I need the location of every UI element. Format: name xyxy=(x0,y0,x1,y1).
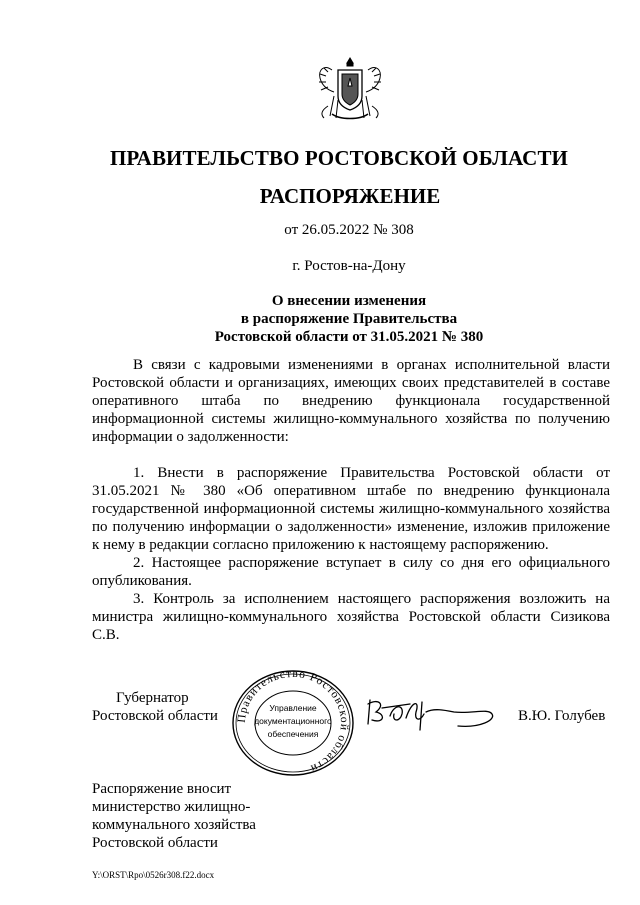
signatory-post-line-2: Ростовской области xyxy=(92,708,218,724)
preamble-paragraph: В связи с кадровыми изменениями в органах исполнительной власти Ростовской области и организациях, имеющих своих представителей в составе оперативного штаба по внедрению функционала государственной информационной системы жилищно-коммунального хозяйства по получению информации о задолженности: xyxy=(92,357,610,445)
subject-line-1: О внесении изменения xyxy=(271,293,427,309)
coat-of-arms-icon xyxy=(314,56,386,122)
document-subject xyxy=(0,292,640,346)
stamp-ring-text: Правительство Ростовской области xyxy=(235,668,351,775)
introducer-block xyxy=(92,780,256,852)
signatory-post-line-1: Губернатор xyxy=(116,690,189,706)
stamp-center-line-2: документационного xyxy=(254,716,332,726)
document-city: г. Ростов-на-Дону xyxy=(292,258,406,274)
signatory-name: В.Ю. Голубев xyxy=(518,708,606,724)
file-path: Y:\ORST\Rpo\0526r308.f22.docx xyxy=(92,870,215,880)
introducer-line-3: коммунального хозяйства xyxy=(92,817,256,833)
introducer-line-1: Распоряжение вносит xyxy=(92,781,232,797)
stamp-center-line-1: Управление xyxy=(269,703,317,713)
document-date-number: от 26.05.2022 № 308 xyxy=(284,222,414,238)
subject-line-3: Ростовской области от 31.05.2021 № 380 xyxy=(214,329,484,345)
government-title: ПРАВИТЕЛЬСТВО РОСТОВСКОЙ ОБЛАСТИ xyxy=(110,146,568,170)
resolution-items xyxy=(92,464,610,644)
stamp-center-line-3: обеспечения xyxy=(267,729,319,739)
document-type: РАСПОРЯЖЕНИЕ xyxy=(259,184,441,208)
item-1: 1. Внести в распоряжение Правительства Ростовской области от 31.05.2021 № 380 «Об оперативном штабе по внедрению функционала государственной информационной системы жилищно-коммунального хозяйства по получению информации о задолженности» изменение, изложив приложение к нему в редакции согласно приложению к настоящему распоряжению. xyxy=(92,465,610,553)
introducer-line-2: министерство жилищно- xyxy=(92,799,251,815)
item-3: 3. Контроль за исполнением настоящего распоряжения возложить на министра жилищно-коммунального хозяйства Ростовской области Сизикова С.В. xyxy=(92,591,610,643)
introducer-line-4: Ростовской области xyxy=(92,835,218,851)
preamble xyxy=(92,356,610,446)
subject-line-2: в распоряжение Правительства xyxy=(240,311,458,327)
official-stamp xyxy=(230,668,356,778)
item-2: 2. Настоящее распоряжение вступает в силу со дня его официального опубликования. xyxy=(92,555,610,589)
handwritten-signature xyxy=(364,690,498,734)
